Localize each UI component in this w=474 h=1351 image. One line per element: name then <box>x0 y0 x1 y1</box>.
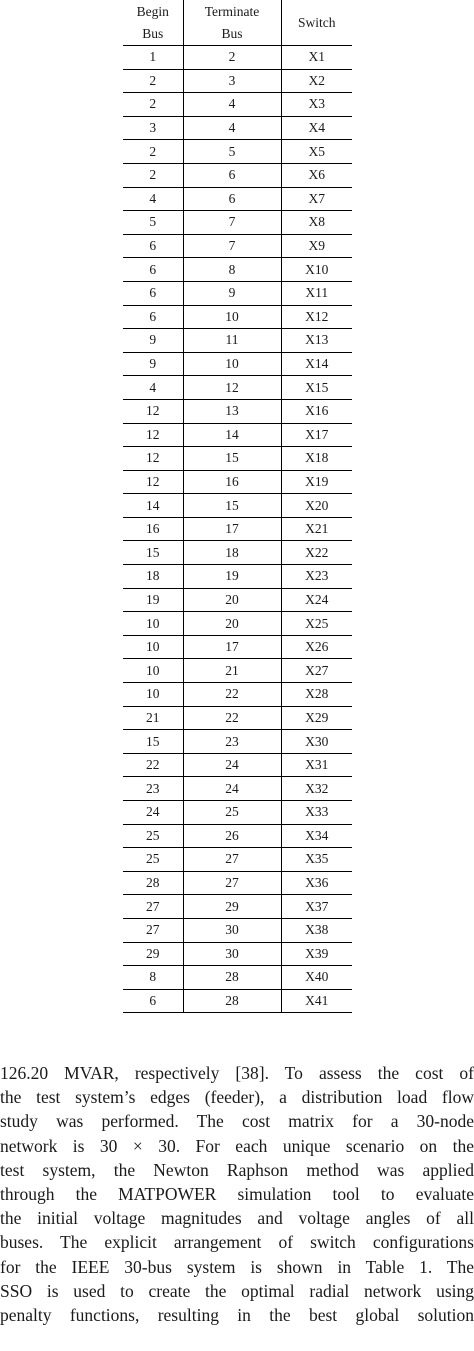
begin-bus-cell: 19 <box>123 588 183 612</box>
terminate-bus-cell: 13 <box>183 399 281 423</box>
begin-bus-cell: 25 <box>123 824 183 848</box>
terminate-bus-cell: 3 <box>183 69 281 93</box>
terminate-bus-cell: 24 <box>183 753 281 777</box>
switch-cell: X27 <box>281 659 352 683</box>
terminate-bus-cell: 4 <box>183 93 281 117</box>
terminate-bus-cell: 27 <box>183 848 281 872</box>
begin-bus-cell: 10 <box>123 612 183 636</box>
paragraph-line: 126.20 MVAR, respectively [38]. To assess the cost of <box>0 1063 474 1083</box>
table-row <box>123 989 352 1013</box>
terminate-bus-cell: 17 <box>183 517 281 541</box>
switch-cell: X37 <box>281 895 352 919</box>
table-row <box>123 706 352 730</box>
terminate-bus-cell: 28 <box>183 966 281 990</box>
table-row <box>123 942 352 966</box>
table-row <box>123 730 352 754</box>
header-begin-bus-line1: Begin <box>136 3 169 19</box>
terminate-bus-cell: 25 <box>183 801 281 825</box>
begin-bus-cell: 12 <box>123 399 183 423</box>
table-row <box>123 659 352 683</box>
terminate-bus-cell: 6 <box>183 163 281 187</box>
switch-cell: X10 <box>281 258 352 282</box>
terminate-bus-cell: 5 <box>183 140 281 164</box>
table-row <box>123 376 352 400</box>
paragraph-line: penalty functions, resulting in the best global solution <box>0 1304 474 1325</box>
table-row <box>123 683 352 707</box>
switch-cell: X34 <box>281 824 352 848</box>
begin-bus-cell: 6 <box>123 281 183 305</box>
switch-configuration-table <box>123 0 352 1013</box>
terminate-bus-cell: 17 <box>183 635 281 659</box>
terminate-bus-cell: 15 <box>183 494 281 518</box>
begin-bus-cell: 10 <box>123 635 183 659</box>
switch-cell: X28 <box>281 683 352 707</box>
begin-bus-cell: 16 <box>123 517 183 541</box>
begin-bus-cell: 3 <box>123 116 183 140</box>
header-terminate-bus-line1: Terminate <box>204 3 260 19</box>
begin-bus-cell: 2 <box>123 163 183 187</box>
switch-cell: X29 <box>281 706 352 730</box>
table-row <box>123 824 352 848</box>
table-row <box>123 140 352 164</box>
table-row <box>123 588 352 612</box>
switch-configuration-table-container <box>123 0 352 1013</box>
table-row <box>123 966 352 990</box>
terminate-bus-cell: 2 <box>183 46 281 70</box>
table-row <box>123 612 352 636</box>
switch-cell: X24 <box>281 588 352 612</box>
terminate-bus-cell: 14 <box>183 423 281 447</box>
terminate-bus-cell: 10 <box>183 305 281 329</box>
table-row <box>123 801 352 825</box>
begin-bus-cell: 4 <box>123 376 183 400</box>
header-terminate-bus-line2: Bus <box>221 25 243 41</box>
switch-cell: X21 <box>281 517 352 541</box>
begin-bus-cell: 21 <box>123 706 183 730</box>
switch-cell: X30 <box>281 730 352 754</box>
terminate-bus-cell: 8 <box>183 258 281 282</box>
begin-bus-cell: 15 <box>123 541 183 565</box>
paragraph-line: the initial voltage magnitudes and voltage angles of all <box>0 1208 474 1229</box>
terminate-bus-cell: 21 <box>183 659 281 683</box>
terminate-bus-cell: 20 <box>183 588 281 612</box>
table-row <box>123 895 352 919</box>
begin-bus-cell: 29 <box>123 942 183 966</box>
table-row <box>123 470 352 494</box>
switch-cell: X2 <box>281 69 352 93</box>
table-row <box>123 329 352 353</box>
switch-cell: X36 <box>281 871 352 895</box>
terminate-bus-cell: 23 <box>183 730 281 754</box>
table-row <box>123 565 352 589</box>
paragraph-line: study was performed. The cost matrix for a 30-node <box>0 1111 474 1132</box>
begin-bus-cell: 12 <box>123 423 183 447</box>
header-begin-bus <box>123 0 183 46</box>
terminate-bus-cell: 19 <box>183 565 281 589</box>
switch-cell: X31 <box>281 753 352 777</box>
terminate-bus-cell: 12 <box>183 376 281 400</box>
begin-bus-cell: 12 <box>123 447 183 471</box>
switch-cell: X39 <box>281 942 352 966</box>
header-begin-bus-line2: Bus <box>142 25 164 41</box>
table-row <box>123 399 352 423</box>
switch-cell: X40 <box>281 966 352 990</box>
begin-bus-cell: 8 <box>123 966 183 990</box>
switch-cell: X38 <box>281 918 352 942</box>
table-row <box>123 753 352 777</box>
begin-bus-cell: 6 <box>123 234 183 258</box>
begin-bus-cell: 24 <box>123 801 183 825</box>
table-row <box>123 211 352 235</box>
begin-bus-cell: 9 <box>123 352 183 376</box>
switch-cell: X19 <box>281 470 352 494</box>
table-row <box>123 305 352 329</box>
terminate-bus-cell: 7 <box>183 211 281 235</box>
table-row <box>123 848 352 872</box>
table-row <box>123 187 352 211</box>
begin-bus-cell: 23 <box>123 777 183 801</box>
table-row <box>123 281 352 305</box>
switch-cell: X32 <box>281 777 352 801</box>
table-row <box>123 163 352 187</box>
terminate-bus-cell: 28 <box>183 989 281 1013</box>
table-row <box>123 116 352 140</box>
switch-cell: X14 <box>281 352 352 376</box>
switch-cell: X20 <box>281 494 352 518</box>
begin-bus-cell: 15 <box>123 730 183 754</box>
switch-cell: X11 <box>281 281 352 305</box>
switch-cell: X7 <box>281 187 352 211</box>
switch-cell: X1 <box>281 46 352 70</box>
terminate-bus-cell: 7 <box>183 234 281 258</box>
table-row <box>123 447 352 471</box>
terminate-bus-cell: 15 <box>183 447 281 471</box>
table-header-row <box>123 0 352 46</box>
terminate-bus-cell: 30 <box>183 918 281 942</box>
terminate-bus-cell: 9 <box>183 281 281 305</box>
paragraph-line: for the IEEE 30-bus system is shown in Table 1. The <box>0 1256 474 1277</box>
table-row <box>123 635 352 659</box>
begin-bus-cell: 2 <box>123 93 183 117</box>
paragraph-line: the test system’s edges (feeder), a distribution load flow <box>0 1087 474 1108</box>
begin-bus-cell: 2 <box>123 140 183 164</box>
switch-cell: X25 <box>281 612 352 636</box>
begin-bus-cell: 25 <box>123 848 183 872</box>
table-row <box>123 777 352 801</box>
paragraph-line: buses. The explicit arrangement of switch configurations <box>0 1232 474 1253</box>
begin-bus-cell: 22 <box>123 753 183 777</box>
switch-cell: X35 <box>281 848 352 872</box>
switch-cell: X33 <box>281 801 352 825</box>
begin-bus-cell: 5 <box>123 211 183 235</box>
header-switch: Switch <box>281 0 352 46</box>
switch-cell: X23 <box>281 565 352 589</box>
terminate-bus-cell: 6 <box>183 187 281 211</box>
terminate-bus-cell: 29 <box>183 895 281 919</box>
table-row <box>123 918 352 942</box>
begin-bus-cell: 27 <box>123 918 183 942</box>
terminate-bus-cell: 16 <box>183 470 281 494</box>
body-paragraph <box>0 1061 474 1327</box>
begin-bus-cell: 28 <box>123 871 183 895</box>
paragraph-line: network is 30 × 30. For each unique scenario on the <box>0 1135 474 1156</box>
table-row <box>123 494 352 518</box>
header-terminate-bus <box>183 0 281 46</box>
begin-bus-cell: 2 <box>123 69 183 93</box>
terminate-bus-cell: 4 <box>183 116 281 140</box>
terminate-bus-cell: 26 <box>183 824 281 848</box>
switch-cell: X8 <box>281 211 352 235</box>
table-row <box>123 258 352 282</box>
begin-bus-cell: 9 <box>123 329 183 353</box>
switch-cell: X41 <box>281 989 352 1013</box>
table-row <box>123 871 352 895</box>
terminate-bus-cell: 27 <box>183 871 281 895</box>
begin-bus-cell: 1 <box>123 46 183 70</box>
begin-bus-cell: 18 <box>123 565 183 589</box>
switch-cell: X18 <box>281 447 352 471</box>
switch-cell: X9 <box>281 234 352 258</box>
switch-cell: X16 <box>281 399 352 423</box>
begin-bus-cell: 10 <box>123 659 183 683</box>
terminate-bus-cell: 24 <box>183 777 281 801</box>
terminate-bus-cell: 18 <box>183 541 281 565</box>
table-row <box>123 69 352 93</box>
paragraph-line: through the MATPOWER simulation tool to evaluate <box>0 1183 474 1204</box>
switch-cell: X5 <box>281 140 352 164</box>
table-row <box>123 541 352 565</box>
table-row <box>123 352 352 376</box>
terminate-bus-cell: 30 <box>183 942 281 966</box>
switch-cell: X13 <box>281 329 352 353</box>
terminate-bus-cell: 20 <box>183 612 281 636</box>
begin-bus-cell: 6 <box>123 305 183 329</box>
switch-cell: X15 <box>281 376 352 400</box>
switch-cell: X26 <box>281 635 352 659</box>
begin-bus-cell: 6 <box>123 258 183 282</box>
begin-bus-cell: 6 <box>123 989 183 1013</box>
paragraph-line: test system, the Newton Raphson method was applied <box>0 1159 474 1180</box>
table-row <box>123 423 352 447</box>
table-row <box>123 234 352 258</box>
switch-cell: X17 <box>281 423 352 447</box>
begin-bus-cell: 12 <box>123 470 183 494</box>
table-body <box>123 46 352 1013</box>
terminate-bus-cell: 22 <box>183 683 281 707</box>
begin-bus-cell: 10 <box>123 683 183 707</box>
terminate-bus-cell: 22 <box>183 706 281 730</box>
switch-cell: X4 <box>281 116 352 140</box>
switch-cell: X6 <box>281 163 352 187</box>
begin-bus-cell: 14 <box>123 494 183 518</box>
begin-bus-cell: 27 <box>123 895 183 919</box>
terminate-bus-cell: 10 <box>183 352 281 376</box>
switch-cell: X3 <box>281 93 352 117</box>
table-row <box>123 93 352 117</box>
terminate-bus-cell: 11 <box>183 329 281 353</box>
paragraph-line: SSO is used to create the optimal radial network using <box>0 1280 474 1301</box>
table-row <box>123 46 352 70</box>
table-row <box>123 517 352 541</box>
begin-bus-cell: 4 <box>123 187 183 211</box>
switch-cell: X12 <box>281 305 352 329</box>
switch-cell: X22 <box>281 541 352 565</box>
